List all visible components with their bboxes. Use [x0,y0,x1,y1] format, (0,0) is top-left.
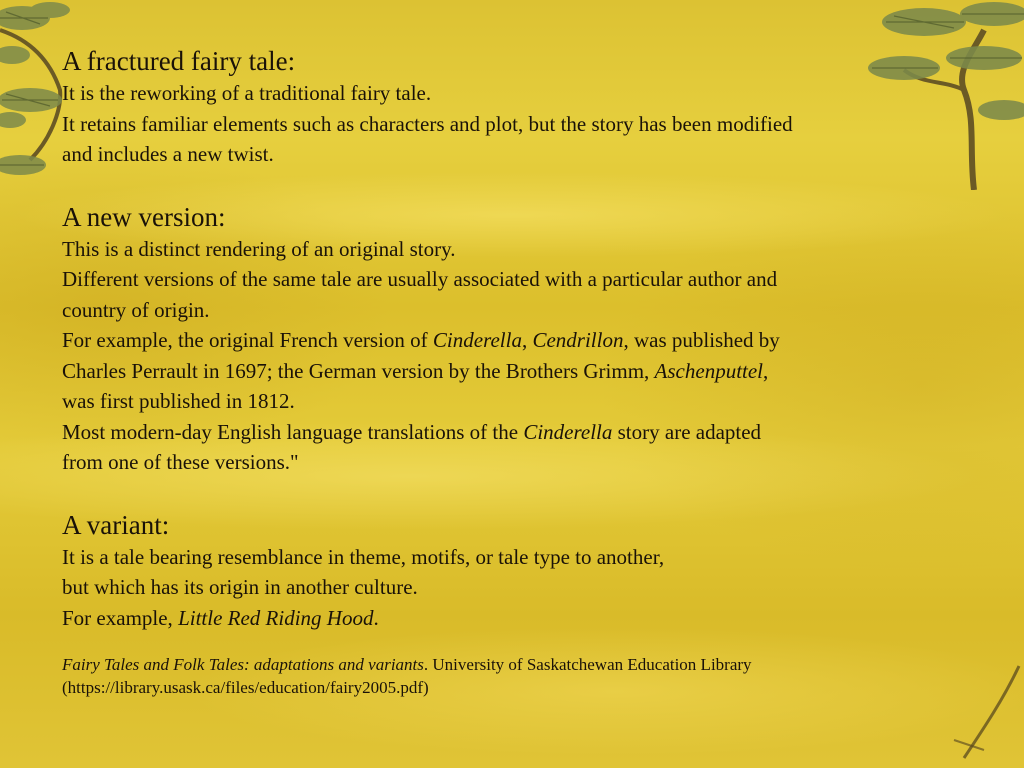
title-aschenputtel: Aschenputtel [654,358,764,383]
text-run: For example, [62,605,179,630]
body-line: Different versions of the same tale are usually associated with a particular author and [62,267,778,291]
slide-content [62,44,962,699]
example-line-cinderella-french [62,325,962,356]
spacer [62,478,962,508]
title-cinderella: Cinderella [432,328,522,352]
text-run: For example, the original French version of [62,328,433,352]
title-cendrillon: Cendrillon [532,328,624,352]
citation-publisher: . University of Saskatchewan Education Library [423,655,752,674]
body-line: and includes a new twist. [62,142,274,166]
spacer [62,170,962,200]
heading-variant: A variant: [62,509,170,540]
text-run: . [373,605,379,630]
body-line: It is a tale bearing resemblance in theme, motifs, or tale type to another, [62,544,665,569]
text-run: Charles Perrault in 1697; the German version by the Brothers Grimm, [62,358,655,383]
body-line: was first published in 1812. [62,389,295,413]
text-run: , [521,328,533,352]
citation-title: Fairy Tales and Folk Tales: adaptations and variants [62,655,424,674]
example-line-grimm [62,356,962,387]
body-line: country of origin. [62,297,210,322]
text-run: Most modern-day English language translations of the [62,419,524,444]
heading-new-version: A new version: [62,201,226,232]
text-run: , was published by [623,328,780,352]
title-cinderella: Cinderella [523,419,613,444]
example-line-red-riding-hood [62,603,962,634]
body-line: It retains familiar elements such as characters and plot, but the story has been modified [62,111,793,136]
body-line: It is the reworking of a traditional fairy tale. [62,81,432,105]
spacer [62,633,962,653]
body-line: but which has its origin in another culture. [62,575,418,599]
text-run: , [763,358,769,383]
heading-fractured-fairy-tale: A fractured fairy tale: [62,46,296,76]
title-little-red-riding-hood: Little Red Riding Hood [178,605,374,630]
citation-url: (https://library.usask.ca/files/education/fairy2005.pdf) [62,678,429,697]
body-line: from one of these versions." [62,450,299,474]
example-line-english-translations [62,417,962,448]
text-run: story are adapted [612,419,762,444]
body-line: This is a distinct rendering of an original story. [62,236,456,261]
citation [62,653,962,676]
